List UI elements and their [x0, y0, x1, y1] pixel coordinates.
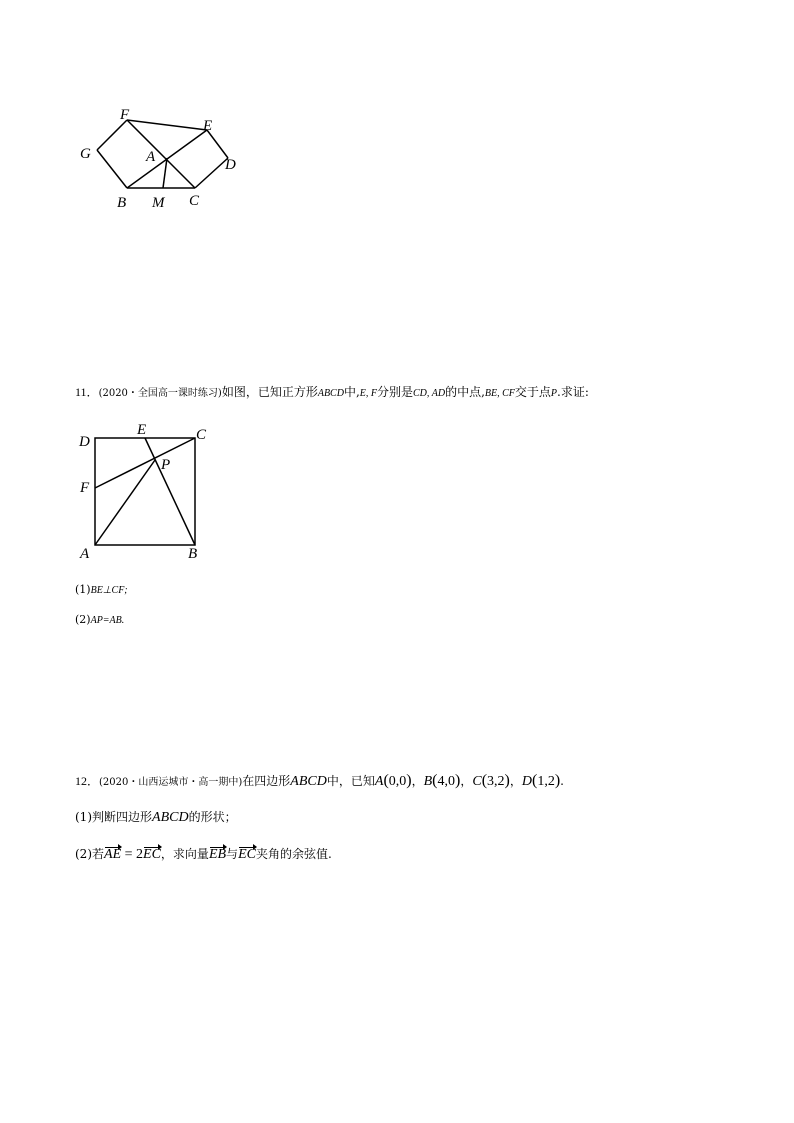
- label-c: C: [196, 427, 207, 443]
- label-d: D: [225, 157, 236, 173]
- label-d: D: [79, 434, 90, 450]
- question-11-stem: 11．(2020・全国高一课时练习)如图，已知正方形ABCD中,E, F分别是CD, AD的中点,BE, CF交于点P.求证:: [75, 385, 589, 399]
- segment-fc: [127, 120, 195, 188]
- question-11-part-2: (2)AP=AB.: [75, 613, 125, 626]
- question-11-part-1: (1)BE⊥CF;: [75, 583, 128, 596]
- figure-2-square-diagram: [75, 420, 225, 565]
- square-abcd: [95, 438, 195, 545]
- vector-eb: EB: [208, 847, 227, 862]
- label-m: M: [152, 195, 165, 211]
- vector-ae: AE: [104, 847, 122, 862]
- question-number: 11．: [75, 385, 99, 399]
- segment-fc: [95, 438, 195, 488]
- question-source: (2020・山西运城市・高一期中): [99, 777, 243, 788]
- segment-am: [163, 158, 167, 188]
- vector-ec: EC: [143, 847, 161, 862]
- question-12-part-1: (1)判断四边形ABCD的形状；: [75, 810, 237, 825]
- question-number: 12．: [75, 774, 100, 788]
- label-b: B: [117, 195, 127, 211]
- segment-gb: [97, 150, 127, 188]
- vector-ec-2: EC: [238, 847, 256, 862]
- question-source: (2020・全国高一课时练习): [98, 388, 222, 399]
- segment-gf: [97, 120, 127, 150]
- label-e: E: [203, 118, 213, 134]
- question-12-stem: 12．(2020・山西运城市・高一期中)在四边形ABCD中，已知A(0,0)，B(4,0)，C(3,2)，D(1,2).: [75, 772, 564, 789]
- label-p: P: [161, 457, 171, 473]
- label-a: A: [80, 546, 90, 562]
- segment-fe: [127, 120, 207, 130]
- label-f: F: [120, 107, 130, 123]
- segment-dc: [195, 158, 228, 188]
- label-b: B: [188, 546, 198, 562]
- segment-be: [145, 438, 195, 545]
- figure-1-diagram: [70, 100, 250, 215]
- question-12-part-2: (2)若AE = 2EC，求向量EB与EC夹角的余弦值.: [75, 847, 332, 862]
- label-g: G: [80, 146, 91, 162]
- label-f: F: [80, 480, 90, 496]
- label-e: E: [137, 422, 147, 438]
- label-a: A: [146, 149, 156, 165]
- label-c: C: [189, 193, 200, 209]
- segment-ed: [207, 130, 228, 158]
